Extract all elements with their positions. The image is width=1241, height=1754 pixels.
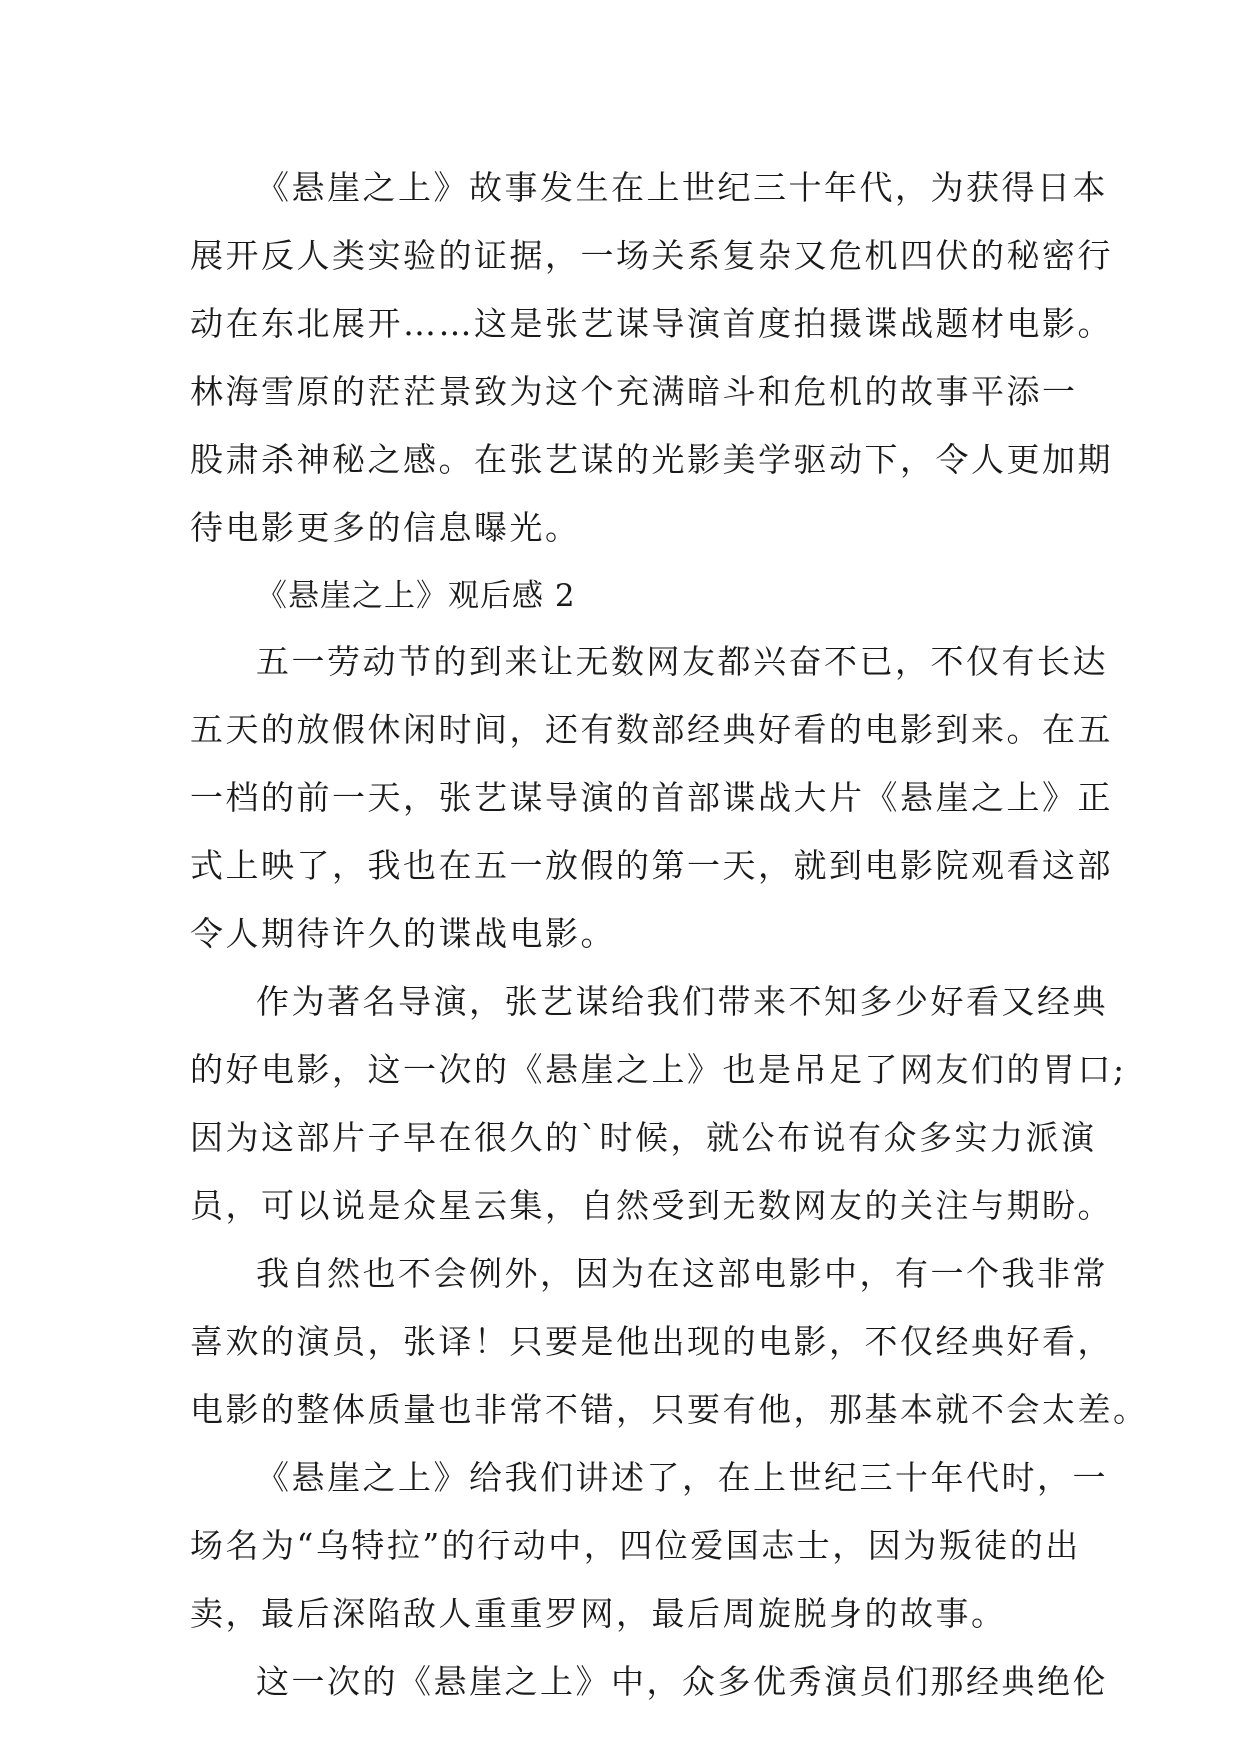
- text-line: 五一劳动节的到来让无数网友都兴奋不已，不仅有长达: [256, 642, 1108, 681]
- text-line: 动在东北展开……这是张艺谋导演首度拍摄谍战题材电影。: [190, 304, 1113, 343]
- text-line: 一档的前一天，张艺谋导演的首部谍战大片《悬崖之上》正: [190, 778, 1113, 817]
- text-line: 令人期待许久的谍战电影。: [190, 914, 616, 953]
- text-line: 《悬崖之上》故事发生在上世纪三十年代，为获得日本: [256, 168, 1108, 207]
- text-line: 林海雪原的茫茫景致为这个充满暗斗和危机的故事平添一: [190, 372, 1078, 411]
- text-line: 待电影更多的信息曝光。: [190, 508, 581, 547]
- paragraph-cast: [190, 1648, 1108, 1716]
- text-line: 五天的放假休闲时间，还有数部经典好看的电影到来。在五: [190, 710, 1113, 749]
- text-line: 电影的整体质量也非常不错，只要有他，那基本就不会太差。: [190, 1390, 1149, 1429]
- text-line: 卖，最后深陷敌人重重罗网，最后周旋脱身的故事。: [190, 1594, 1007, 1633]
- text-line: 因为这部片子早在很久的`时候，就公布说有众多实力派演: [190, 1118, 1097, 1157]
- text-line: 的好电影，这一次的《悬崖之上》也是吊足了网友们的胃口;: [190, 1050, 1127, 1089]
- paragraph-actor: [190, 1240, 1149, 1444]
- text-line: 作为著名导演，张艺谋给我们带来不知多少好看又经典: [256, 982, 1108, 1021]
- text-line: 展开反人类实验的证据，一场关系复杂又危机四伏的秘密行: [190, 236, 1113, 275]
- section-title: 《悬崖之上》观后感 2: [256, 578, 576, 614]
- paragraph-director: [190, 968, 1127, 1240]
- paragraph-plot: [190, 1444, 1108, 1648]
- text-line: 喜欢的演员，张译！只要是他出现的电影，不仅经典好看，: [190, 1322, 1113, 1361]
- text-line: 这一次的《悬崖之上》中，众多优秀演员们那经典绝伦: [256, 1662, 1108, 1701]
- text-line: 《悬崖之上》给我们讲述了，在上世纪三十年代时，一: [256, 1458, 1108, 1497]
- text-line: 式上映了，我也在五一放假的第一天，就到电影院观看这部: [190, 846, 1113, 885]
- section-heading: [190, 562, 1050, 630]
- text-line: 场名为“乌特拉”的行动中，四位爱国志士，因为叛徒的出: [190, 1526, 1081, 1565]
- text-line: 我自然也不会例外，因为在这部电影中，有一个我非常: [256, 1254, 1108, 1293]
- paragraph-holiday: [190, 628, 1113, 968]
- paragraph-intro: [190, 154, 1113, 562]
- text-line: 员，可以说是众星云集，自然受到无数网友的关注与期盼。: [190, 1186, 1113, 1225]
- text-line: 股肃杀神秘之感。在张艺谋的光影美学驱动下，令人更加期: [190, 440, 1113, 479]
